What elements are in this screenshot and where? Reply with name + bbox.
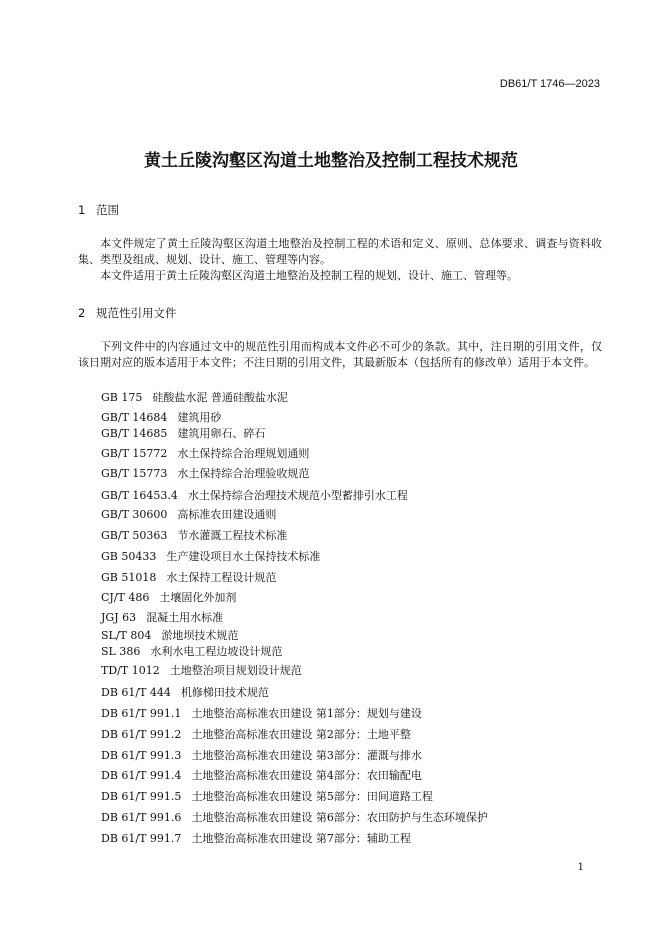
section-title: 范围 <box>96 203 119 217</box>
reference-item: GB/T 14684 建筑用砂 <box>101 411 222 424</box>
section-1-paragraph: 本文件规定了黄土丘陵沟壑区沟道土地整治及控制工程的术语和定义、原则、总体要求、调查与资料收集、类型及组成、规划、设计、施工、管理等内容。 <box>78 237 602 266</box>
section-1-paragraph: 本文件适用于黄土丘陵沟壑区沟道土地整治及控制工程的规划、设计、施工、管理等。 <box>100 269 518 282</box>
reference-item: DB 61/T 991.5 土地整治高标准农田建设 第5部分：田间道路工程 <box>101 790 433 803</box>
section-title: 规范性引用文件 <box>96 306 177 320</box>
reference-item: DB 61/T 991.6 土地整治高标准农田建设 第6部分：农田防护与生态环境保护 <box>101 811 488 824</box>
reference-item: DB 61/T 991.1 土地整治高标准农田建设 第1部分：规划与建设 <box>101 707 422 720</box>
reference-item: GB/T 15773 水土保持综合治理验收规范 <box>101 467 310 480</box>
reference-item: DB 61/T 991.7 土地整治高标准农田建设 第7部分：辅助工程 <box>101 832 411 845</box>
reference-item: SL/T 804 淤地坝技术规范 <box>101 629 239 642</box>
reference-item: SL 386 水利水电工程边坡设计规范 <box>101 645 283 658</box>
reference-item: TD/T 1012 土地整治项目规划设计规范 <box>101 664 302 677</box>
reference-item: JGJ 63 混凝土用水标准 <box>101 611 224 624</box>
reference-item: DB 61/T 991.3 土地整治高标准农田建设 第3部分：灌溉与排水 <box>101 749 422 762</box>
section-1-heading <box>78 202 119 218</box>
reference-item: DB 61/T 444 机修梯田技术规范 <box>101 686 269 699</box>
reference-item: GB/T 14685 建筑用卵石、碎石 <box>101 427 266 440</box>
section-number: 1 <box>78 203 86 217</box>
reference-item: GB 50433 生产建设项目水土保持技术标准 <box>101 550 321 563</box>
section-2-paragraph: 下列文件中的内容通过文中的规范性引用而构成本文件必不可少的条款。其中，注日期的引用文件，仅该日期对应的版本适用于本文件；不注日期的引用文件，其最新版本（包括所有的修改单）适用于本文件。 <box>78 340 602 369</box>
document-number: DB61/T 1746—2023 <box>499 78 600 90</box>
reference-item: GB/T 30600 高标准农田建设通则 <box>101 508 277 521</box>
reference-item: GB/T 16453.4 水土保持综合治理技术规范小型蓄排引水工程 <box>101 489 408 502</box>
document-title: 黄土丘陵沟壑区沟道土地整治及控制工程技术规范 <box>144 151 518 171</box>
section-number: 2 <box>78 306 86 320</box>
page-number: 1 <box>577 862 584 873</box>
reference-item: GB 175 硅酸盐水泥 普通硅酸盐水泥 <box>101 391 288 404</box>
reference-item: GB/T 50363 节水灌溉工程技术标准 <box>101 529 288 542</box>
section-2-heading <box>78 305 177 321</box>
reference-item: DB 61/T 991.2 土地整治高标准农田建设 第2部分：土地平整 <box>101 728 411 741</box>
reference-item: CJ/T 486 土壤固化外加剂 <box>101 591 237 604</box>
reference-item: DB 61/T 991.4 土地整治高标准农田建设 第4部分：农田输配电 <box>101 769 422 782</box>
reference-item: GB 51018 水土保持工程设计规范 <box>101 571 277 584</box>
reference-item: GB/T 15772 水土保持综合治理规划通则 <box>101 447 310 460</box>
